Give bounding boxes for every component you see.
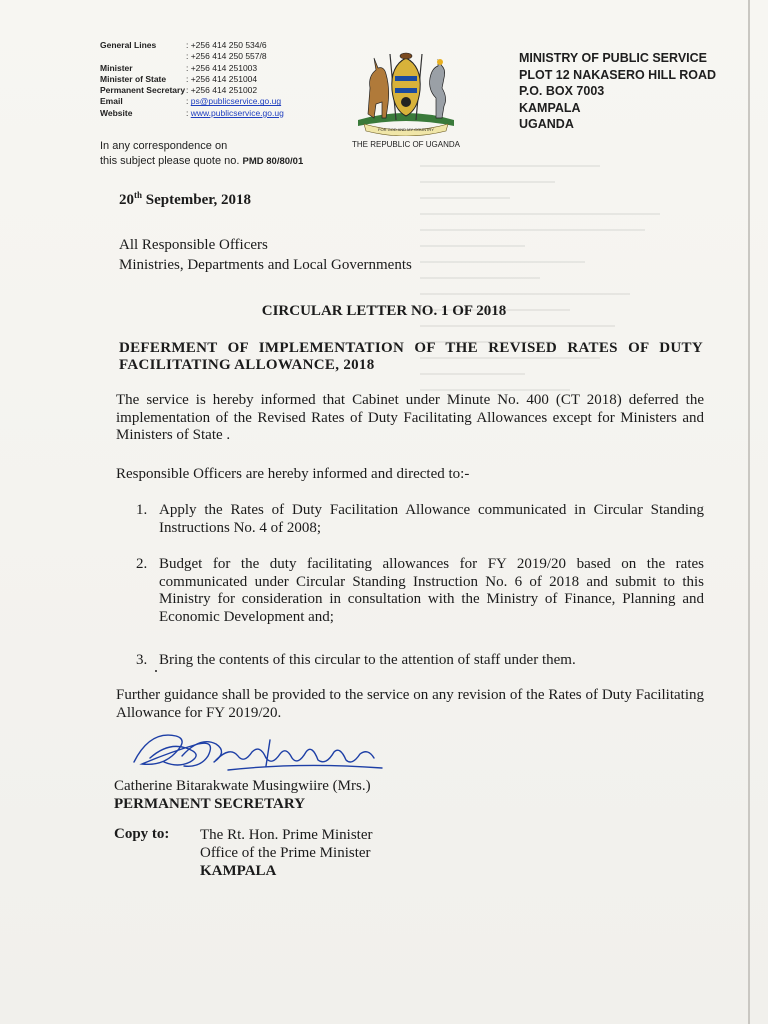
copy-line: Office of the Prime Minister xyxy=(200,845,371,861)
ministry-address xyxy=(519,50,749,133)
recipient-line: All Responsible Officers xyxy=(119,237,268,253)
contact-row xyxy=(100,108,340,119)
body-paragraph: The service is hereby informed that Cabinet under Minute No. 400 (CT 2018) deferred the implementation of the Revised Rates of Duty Facilitating Allowances except for Ministers and Ministers of State . xyxy=(116,392,704,443)
stray-mark xyxy=(155,670,157,672)
signature-icon xyxy=(120,722,400,782)
copy-line: The Rt. Hon. Prime Minister xyxy=(200,827,373,843)
contact-row xyxy=(100,63,340,74)
contact-row xyxy=(100,74,340,85)
correspondence-line xyxy=(100,154,400,169)
date-day: 20 xyxy=(119,192,134,208)
contact-label: Minister xyxy=(100,62,133,73)
copy-line: KAMPALA xyxy=(200,863,277,879)
body-paragraph: Further guidance shall be provided to the service on any revision of the Rates of Duty Facilitating Allowance for FY 2019/20. xyxy=(116,687,704,721)
contact-separator: : xyxy=(186,107,191,118)
crest-caption: THE REPUBLIC OF UGANDA xyxy=(351,140,460,149)
contact-value: : +256 414 250 557/8 xyxy=(186,51,267,62)
list-item xyxy=(136,502,704,537)
list-item xyxy=(136,556,704,626)
contact-value: : +256 414 251003 xyxy=(186,62,258,73)
contact-label: General Lines xyxy=(100,40,157,50)
address-line: P.O. BOX 7003 xyxy=(519,84,605,98)
crest-motto: FOR GOD AND MY COUNTRY xyxy=(378,127,434,132)
body-paragraph: Responsible Officers are hereby informed and directed to:- xyxy=(116,466,470,482)
contact-row xyxy=(100,51,340,62)
letter-subject: DEFERMENT OF IMPLEMENTATION OF THE REVISED RATES OF DUTY FACILITATING ALLOWANCE, 2018 xyxy=(119,340,703,373)
list-text: Apply the Rates of Duty Facilitation Allowance communicated in Circular Standing Instructions No. 4 of 2008; xyxy=(159,502,704,536)
contact-label: Email xyxy=(100,96,123,107)
contact-separator: : xyxy=(186,96,191,107)
page-edge xyxy=(748,0,750,1024)
signatory-block xyxy=(114,777,371,813)
list-number: 3. xyxy=(136,652,148,668)
address-line: UGANDA xyxy=(519,117,574,131)
list-number: 1. xyxy=(136,502,148,518)
address-line: MINISTRY OF PUBLIC SERVICE xyxy=(519,51,707,65)
coat-of-arms-icon xyxy=(350,44,462,136)
copy-to-label: Copy to: xyxy=(114,826,170,842)
contact-label: Website xyxy=(100,107,133,118)
recipient-line: Ministries, Departments and Local Governments xyxy=(119,257,412,273)
contact-value: : +256 414 251004 xyxy=(186,73,258,84)
list-number: 2. xyxy=(136,556,148,572)
contact-row xyxy=(100,96,340,107)
signatory-title: PERMANENT SECRETARY xyxy=(114,796,306,812)
signatory-name: Catherine Bitarakwate Musingwiire (Mrs.) xyxy=(114,778,371,794)
reference-number: PMD 80/80/01 xyxy=(242,156,304,167)
correspondence-text: this subject please quote no. xyxy=(100,155,240,167)
contact-details xyxy=(100,40,340,119)
contact-label: Permanent Secretary xyxy=(100,85,186,96)
contact-row xyxy=(100,85,340,96)
email-link[interactable]: ps@publicservice.go.ug xyxy=(190,96,282,107)
address-line: KAMPALA xyxy=(519,100,581,115)
contact-value: : +256 414 251002 xyxy=(186,85,258,96)
contact-label: Minister of State xyxy=(100,73,167,84)
address-line: PLOT 12 NAKASERO HILL ROAD xyxy=(519,67,717,82)
recipient-block xyxy=(119,235,412,275)
contact-value: : +256 414 250 534/6 xyxy=(186,40,267,50)
copy-to-recipient xyxy=(200,826,373,880)
list-item xyxy=(136,652,704,670)
list-text: Budget for the duty facilitating allowances for FY 2019/20 based on the rates communicated under Circular Standing Instruction No. 6 of 2018 and submit to this Ministry for consideration in consultation with the Ministry of Finance, Planning and Economic Development and; xyxy=(159,556,704,625)
circular-title: CIRCULAR LETTER NO. 1 OF 2018 xyxy=(261,303,507,319)
letter-date xyxy=(119,190,251,209)
correspondence-line: In any correspondence on xyxy=(100,140,228,152)
contact-row xyxy=(100,40,340,51)
date-suffix: th xyxy=(134,190,143,200)
website-link[interactable]: www.publicservice.go.ug xyxy=(190,107,284,118)
date-month-year: September, 2018 xyxy=(142,192,252,208)
contact-label xyxy=(100,51,186,62)
contact-value xyxy=(186,96,340,107)
list-text: Bring the contents of this circular to the attention of staff under them. xyxy=(159,652,576,668)
correspondence-note xyxy=(100,139,400,169)
contact-value xyxy=(186,108,340,119)
